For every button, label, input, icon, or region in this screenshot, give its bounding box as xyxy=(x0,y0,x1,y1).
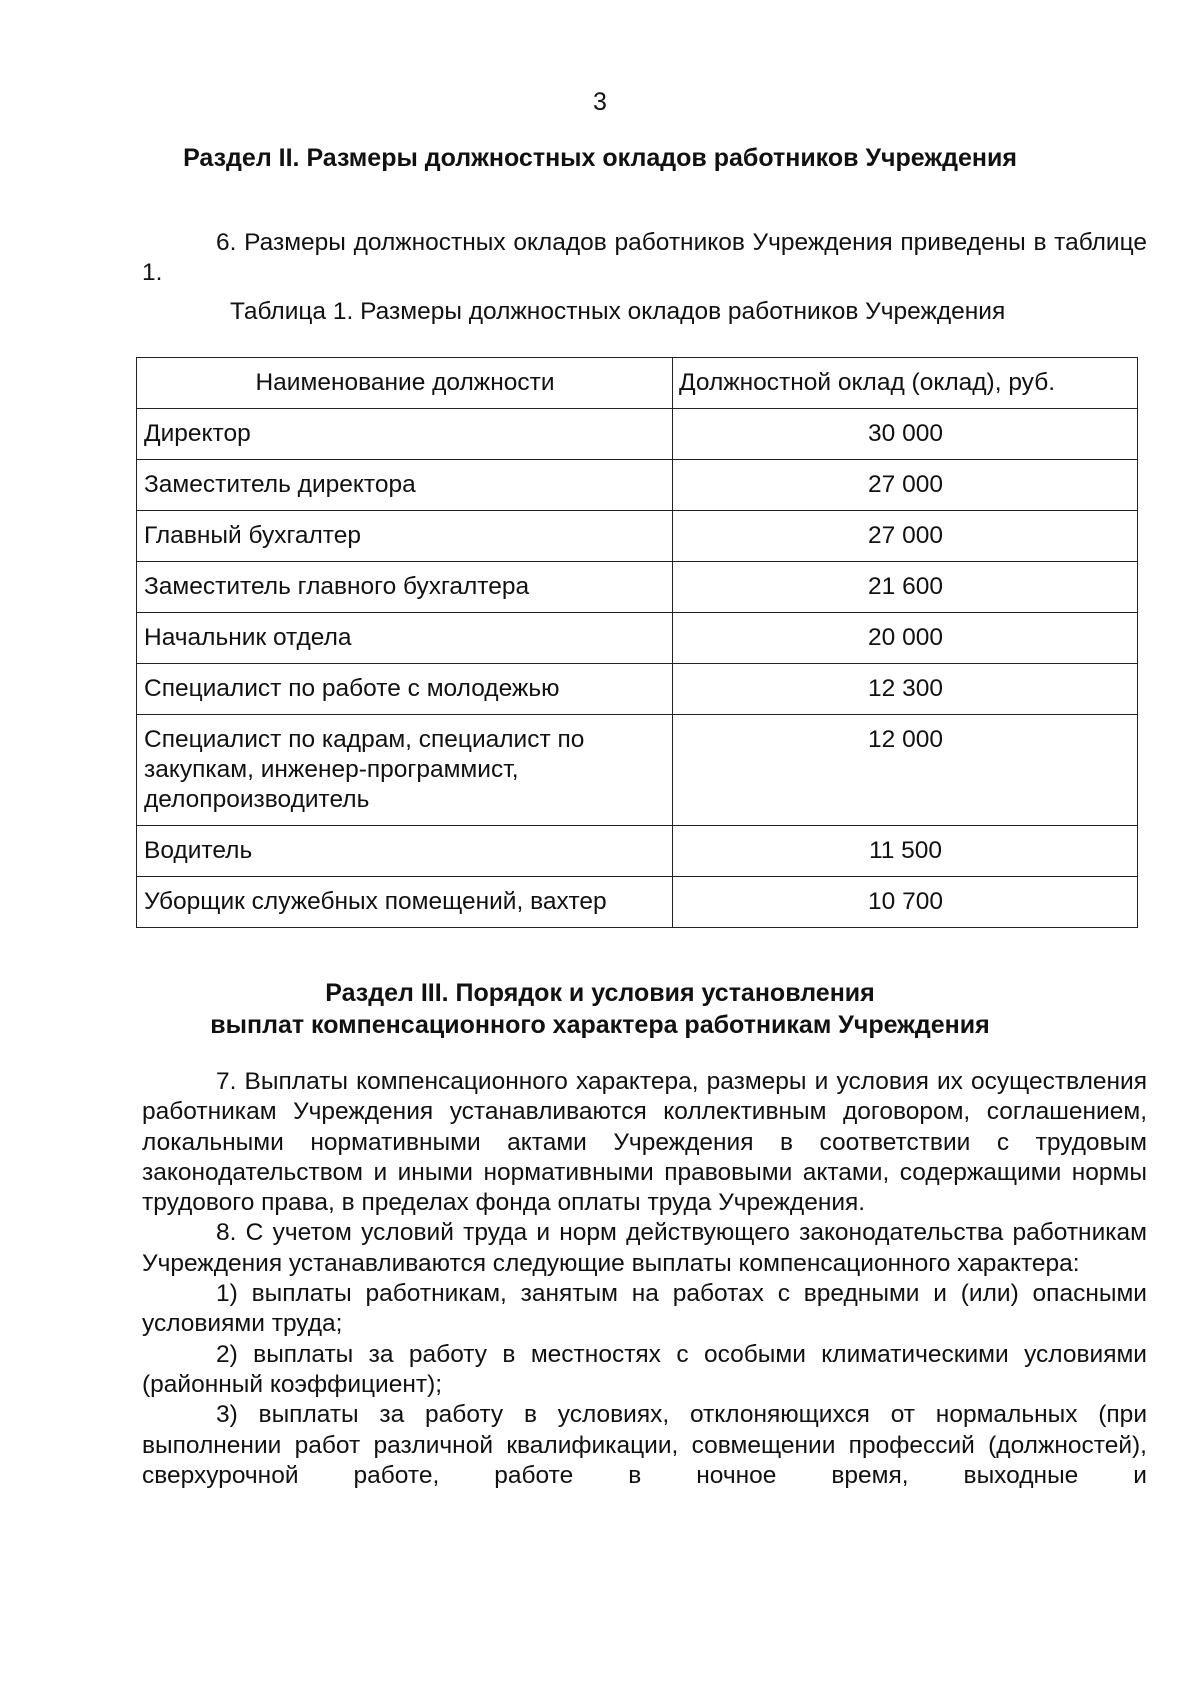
position-cell: Директор xyxy=(137,409,673,460)
position-cell: Начальник отдела xyxy=(137,613,673,664)
table-row xyxy=(137,460,1138,511)
list-item-3: 3) выплаты за работу в условиях, отклоняющихся от нормальных (при выполнении работ различной квалификации, совмещении профессий (должностей), сверхурочной работе, работе в ночное время, выходные и xyxy=(142,1401,1147,1489)
position-cell: Заместитель главного бухгалтера xyxy=(137,562,673,613)
page-number: 3 xyxy=(593,88,607,116)
position-cell: Уборщик служебных помещений, вахтер xyxy=(137,877,673,928)
table-row xyxy=(137,409,1138,460)
salary-cell: 10 700 xyxy=(673,877,1138,928)
table-row xyxy=(137,613,1138,664)
table-row xyxy=(137,511,1138,562)
list-item-1: 1) выплаты работникам, занятым на работах с вредными и (или) опасными условиями труда; xyxy=(142,1280,1147,1338)
table-caption: Таблица 1. Размеры должностных окладов работников Учреждения xyxy=(230,298,1006,325)
table-row xyxy=(137,664,1138,715)
table-row xyxy=(137,562,1138,613)
paragraph-6: 6. Размеры должностных окладов работников Учреждения приведены в таблице 1. xyxy=(142,228,1147,286)
salary-cell: 11 500 xyxy=(673,826,1138,877)
section-3-title-line-1: Раздел III. Порядок и условия установления xyxy=(325,979,875,1007)
list-item-2: 2) выплаты за работу в местностях с особыми климатическими условиями (районный коэффициент); xyxy=(142,1340,1147,1398)
paragraph-7: 7. Выплаты компенсационного характера, размеры и условия их осуществления работникам Учреждения устанавливаются коллективным договором, соглашением, локальными нормативными актами Учреждения в соответствии с трудовым законодательством и иными нормативными правовыми актами, содержащими нормы трудового права, в пределах фонда оплаты труда Учреждения. xyxy=(142,1068,1147,1217)
salary-cell: 12 300 xyxy=(673,664,1138,715)
salary-cell: 21 600 xyxy=(673,562,1138,613)
table-header-row xyxy=(137,358,1138,409)
section-2-title: Раздел II. Размеры должностных окладов работников Учреждения xyxy=(183,144,1017,172)
salary-cell: 20 000 xyxy=(673,613,1138,664)
position-cell: Водитель xyxy=(137,826,673,877)
salary-cell: 12 000 xyxy=(673,715,1138,826)
table-row xyxy=(137,715,1138,826)
section-3-title xyxy=(0,977,1200,1041)
salary-cell: 30 000 xyxy=(673,409,1138,460)
header-position: Наименование должности xyxy=(137,358,673,409)
paragraph-8: 8. С учетом условий труда и норм действующего законодательства работникам Учреждения устанавливаются следующие выплаты компенсационного характера: xyxy=(142,1219,1147,1277)
section-3-title-line-2: выплат компенсационного характера работникам Учреждения xyxy=(210,1011,990,1039)
position-cell: Главный бухгалтер xyxy=(137,511,673,562)
section-3-body xyxy=(142,1067,1147,1491)
position-cell: Заместитель директора xyxy=(137,460,673,511)
table-row xyxy=(137,826,1138,877)
salary-cell: 27 000 xyxy=(673,460,1138,511)
salary-table xyxy=(136,357,1138,928)
table-row xyxy=(137,877,1138,928)
position-cell: Специалист по кадрам, специалист по закупкам, инженер-программист, делопроизводитель xyxy=(137,715,673,826)
position-cell: Специалист по работе с молодежью xyxy=(137,664,673,715)
salary-cell: 27 000 xyxy=(673,511,1138,562)
header-salary: Должностной оклад (оклад), руб. xyxy=(673,358,1138,409)
